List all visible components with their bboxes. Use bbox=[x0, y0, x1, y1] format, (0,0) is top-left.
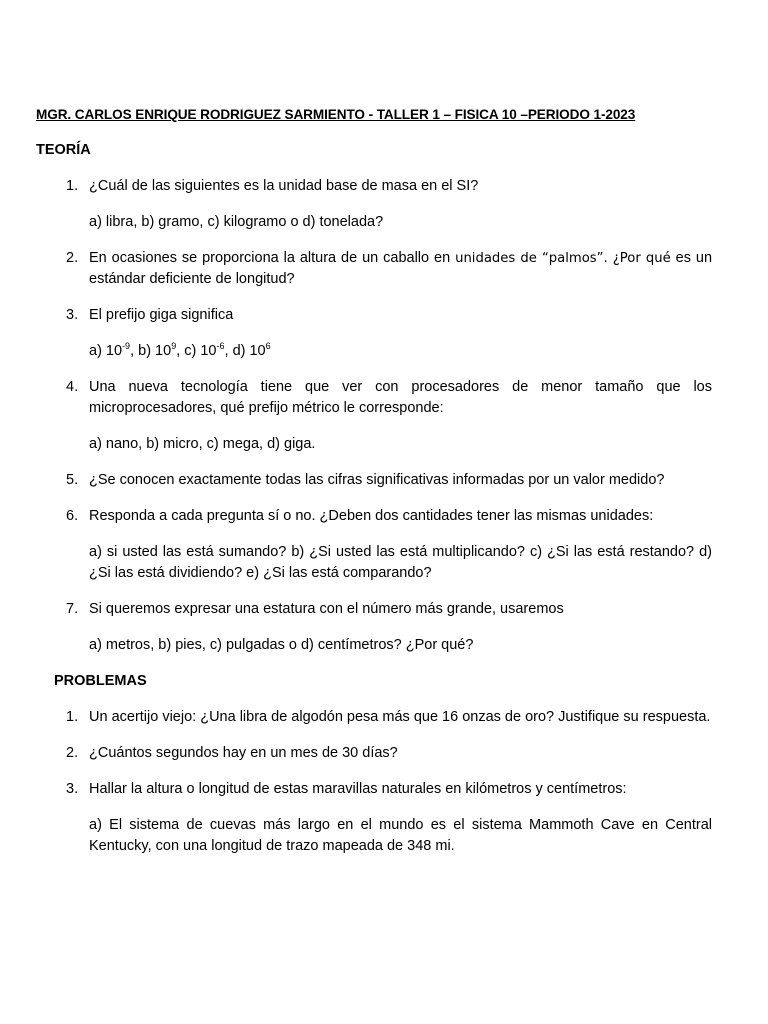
teoria-question-1-options: a) libra, b) gramo, c) kilogramo o d) tonelada? bbox=[89, 214, 384, 230]
problem-text: Hallar la altura o longitud de estas maravillas naturales en kilómetros y centímetros: bbox=[89, 781, 627, 797]
teoria-question-6-options: a) si usted las está sumando? b) ¿Si usted las está multiplicando? c) ¿Si las está restando? d) ¿Si las está dividiendo? e) ¿Si las está comparando? bbox=[89, 544, 712, 581]
question-text: Una nueva tecnología tiene que ver con procesadores de menor tamaño que los microprocesadores, qué prefijo métrico le corresponde: bbox=[89, 379, 712, 416]
teoria-question-1 bbox=[36, 176, 712, 197]
exponent-d: 6 bbox=[265, 341, 271, 352]
problema-3 bbox=[36, 779, 712, 800]
section-title-problemas: PROBLEMAS bbox=[54, 673, 147, 689]
option-d: , d) 10 bbox=[224, 343, 266, 359]
question-text-part-3: es un estándar deficiente de longitud? bbox=[89, 250, 713, 287]
problem-number: 3. bbox=[66, 781, 79, 797]
problem-text: Un acertijo viejo: ¿Una libra de algodón pesa más que 16 onzas de oro? Justifique su respuesta. bbox=[89, 709, 711, 725]
exponent-b: 9 bbox=[171, 341, 177, 352]
question-number: 5. bbox=[66, 472, 79, 488]
teoria-question-7-options: a) metros, b) pies, c) pulgadas o d) centímetros? ¿Por qué? bbox=[89, 637, 474, 653]
question-text: Si queremos expresar una estatura con el número más grande, usaremos bbox=[89, 601, 564, 617]
teoria-question-3 bbox=[36, 305, 712, 326]
teoria-question-3-options bbox=[36, 341, 712, 362]
problema-1 bbox=[36, 707, 712, 728]
document-header: MGR. CARLOS ENRIQUE RODRIGUEZ SARMIENTO - TALLER 1 – FISICA 10 –PERIODO 1-2023 bbox=[36, 107, 636, 122]
problem-text: ¿Cuántos segundos hay en un mes de 30 días? bbox=[89, 745, 398, 761]
question-number: 6. bbox=[66, 508, 79, 524]
option-c: , c) 10 bbox=[176, 343, 217, 359]
question-number: 3. bbox=[66, 307, 79, 323]
problema-2 bbox=[36, 743, 712, 764]
question-text: El prefijo giga significa bbox=[89, 307, 234, 323]
teoria-question-4-options: a) nano, b) micro, c) mega, d) giga. bbox=[89, 436, 316, 452]
problema-3-sub-a: a) El sistema de cuevas más largo en el mundo es el sistema Mammoth Cave en Central Kentucky, con una longitud de trazo mapeada de 348 mi. bbox=[89, 817, 712, 854]
teoria-question-6 bbox=[36, 506, 712, 527]
exponent-c: -6 bbox=[216, 341, 225, 352]
teoria-question-7 bbox=[36, 599, 712, 620]
question-text: ¿Cuál de las siguientes es la unidad base de masa en el SI? bbox=[89, 178, 479, 194]
teoria-question-4 bbox=[36, 377, 712, 419]
document-page bbox=[36, 104, 712, 872]
question-number: 2. bbox=[66, 250, 79, 266]
exponent-a: -9 bbox=[122, 341, 131, 352]
question-number: 7. bbox=[66, 601, 79, 617]
question-text: Responda a cada pregunta sí o no. ¿Deben dos cantidades tener las mismas unidades: bbox=[89, 508, 654, 524]
option-a: a) 10 bbox=[89, 343, 123, 359]
section-title-teoria: TEORÍA bbox=[36, 142, 91, 158]
question-text-part-2: unidades de “palmos”. ¿Por qué bbox=[455, 251, 671, 266]
teoria-question-2 bbox=[36, 248, 712, 290]
teoria-question-5 bbox=[36, 470, 712, 491]
question-text: ¿Se conocen exactamente todas las cifras significativas informadas por un valor medido? bbox=[89, 472, 665, 488]
problem-number: 1. bbox=[66, 709, 79, 725]
question-number: 4. bbox=[66, 379, 79, 395]
option-b: , b) 10 bbox=[130, 343, 172, 359]
question-text-part-1: En ocasiones se proporciona la altura de un caballo en bbox=[89, 250, 451, 266]
problem-number: 2. bbox=[66, 745, 79, 761]
question-number: 1. bbox=[66, 178, 79, 194]
